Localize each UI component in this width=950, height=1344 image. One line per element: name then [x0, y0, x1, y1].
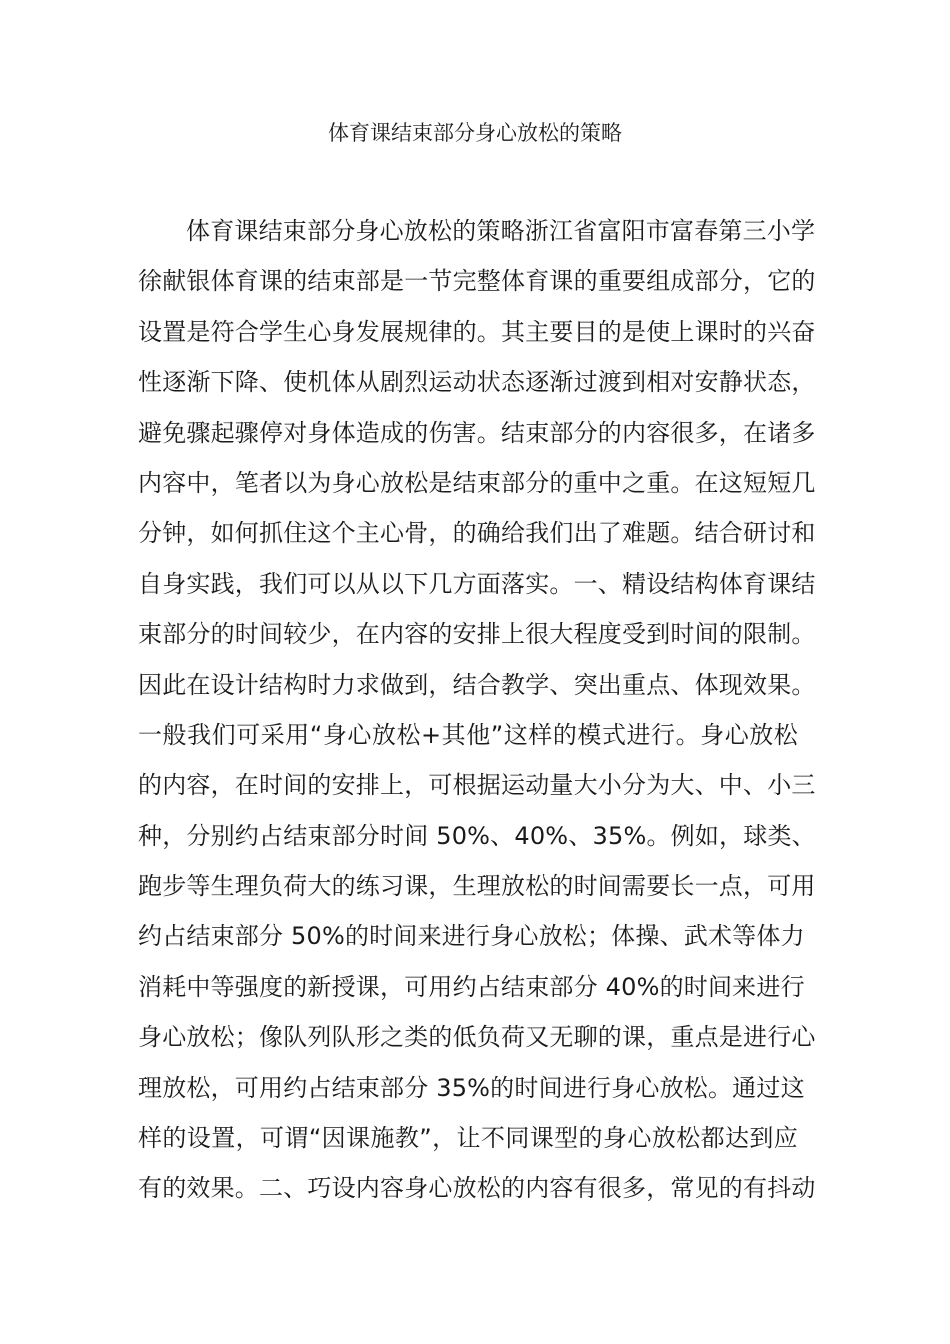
text-line: 约占结束部分 50%的时间来进行身心放松；体操、武术等体力: [138, 922, 805, 951]
text-line: 消耗中等强度的新授课，可用约占结束部分 40%的时间来进行: [138, 972, 805, 1001]
text-line: 理放松，可用约占结束部分 35%的时间进行身心放松。通过这: [138, 1073, 805, 1102]
text-line: 内容中，笔者以为身心放松是结束部分的重中之重。在这短短几: [138, 468, 816, 497]
text-line: 因此在设计结构时力求做到，结合教学、突出重点、体现效果。: [138, 670, 816, 699]
text-line: 性逐渐下降、使机体从剧烈运动状态逐渐过渡到相对安静状态，: [138, 368, 816, 397]
text-line: 有的效果。二、巧设内容身心放松的内容有很多，常见的有抖动: [138, 1174, 816, 1203]
text-line: 种，分别约占结束部分时间 50%、40%、35%。例如，球类、: [138, 821, 816, 850]
text-line: 避免骤起骤停对身体造成的伤害。结束部分的内容很多，在诸多: [138, 418, 816, 447]
text-line: 自身实践，我们可以从以下几方面落实。一、精设结构体育课结: [138, 569, 816, 598]
text-line: 跑步等生理负荷大的练习课，生理放松的时间需要长一点，可用: [138, 872, 816, 901]
text-line: 分钟，如何抓住这个主心骨，的确给我们出了难题。结合研讨和: [138, 519, 816, 548]
body-paragraph: [138, 206, 816, 1214]
text-line: 设置是符合学生心身发展规律的。其主要目的是使上课时的兴奋: [138, 317, 816, 346]
text-line: 束部分的时间较少，在内容的安排上很大程度受到时间的限制。: [138, 620, 816, 649]
text-line: 体育课结束部分身心放松的策略浙江省富阳市富春第三小学: [186, 217, 816, 245]
text-line: 的内容，在时间的安排上，可根据运动量大小分为大、中、小三: [138, 771, 816, 800]
text-line: 身心放松；像队列队形之类的低负荷又无聊的课，重点是进行心: [138, 1023, 816, 1052]
text-line: 徐献银体育课的结束部是一节完整体育课的重要组成部分，它的: [138, 267, 816, 296]
text-line: 样的设置，可谓“因课施教”，让不同课型的身心放松都达到应: [138, 1124, 798, 1153]
document-title: 体育课结束部分身心放松的策略: [328, 121, 622, 145]
text-line: 一般我们可采用“身心放松+其他”这样的模式进行。身心放松: [138, 720, 798, 749]
